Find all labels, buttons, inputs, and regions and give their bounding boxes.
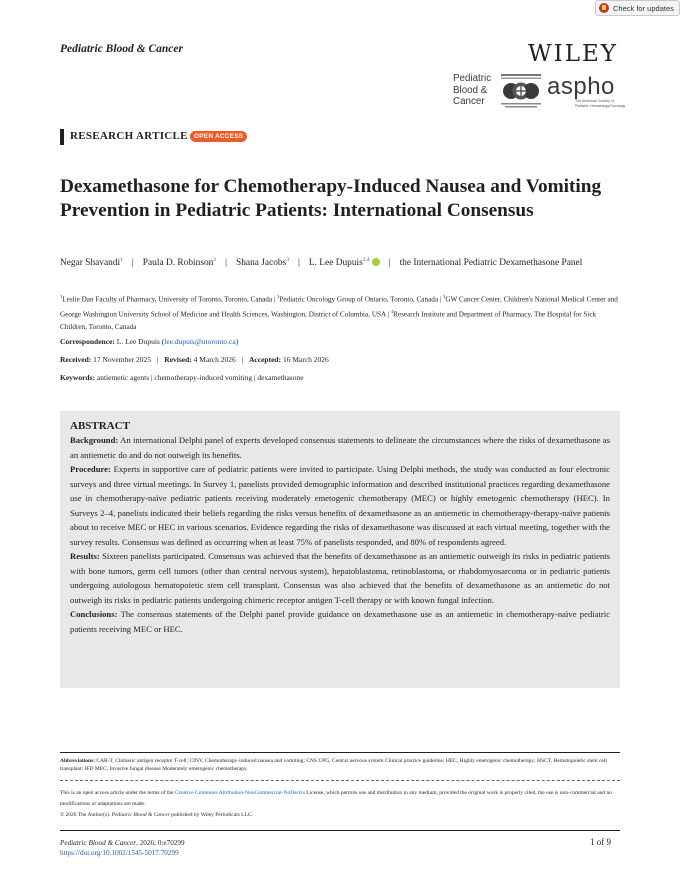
journal-name: Pediatric Blood & Cancer <box>60 43 183 55</box>
article-dates: Received: 17 November 2025 | Revised: 4 March 2026 | Accepted: 16 March 2026 <box>60 355 329 364</box>
pbc-logo-line: Blood & <box>453 84 488 96</box>
abstract-box <box>60 411 620 688</box>
author-name[interactable]: Paula D. Robinson$^2$ <box>142 257 217 269</box>
affiliation: Research Institute and Department of Pharmacy, The Hospital for Sick Children, Toronto, Canada <box>60 310 597 331</box>
author-name[interactable]: Shana Jacobs$^3$ <box>236 257 289 269</box>
abbreviations: Abbreviations: CAR-T, Chimeric antigen receptor T-cell; CINV, Chemotherapy-induced nausea and vomiting; CNS CPG, Central nervous system Clinical practice guideline; HEC, Highly emetogenic chemotherapy; HSCT, Hematopoietic stem cell transplant; IFD MEC, Invasive fungal disease Moderately emetogenic chemotherapy. <box>60 758 607 772</box>
divider <box>60 752 620 753</box>
orcid-icon[interactable] <box>372 258 380 266</box>
author-name[interactable]: L. Lee Dupuis$^{1,4}$ <box>308 257 370 269</box>
citation: Pediatric Blood & Cancer, 2026; 0:e70299 https://doi.org/10.1002/1545-5017.70299 <box>60 839 185 857</box>
divider <box>60 780 620 781</box>
article-type-bar <box>60 129 64 145</box>
check-for-updates-button[interactable] <box>595 0 680 16</box>
doi-link[interactable]: https://doi.org/10.1002/1545-5017.70299 <box>60 848 179 857</box>
affiliations: $^1$Leslie Dan Faculty of Pharmacy, University of Toronto, Toronto, Canada | $^2$Pediatric Oncology Group of Ontario, Toronto, Canada | $^3$GW Cancer Center, Children's National Medical Center and George Washington University School of Medicine and Health Sciences, Washington, District of Columbia, USA | $^4$Research Institute and Department of Pharmacy, The Hospital for Sick Children, Toronto, Canada <box>60 294 618 331</box>
pbc-logo-line: Pediatric <box>453 73 492 84</box>
divider <box>60 830 620 831</box>
aspho-subtitle <box>575 99 625 108</box>
license-note: This is an open access article under the terms of the Creative Commons Attribution-NonCommercial-NoDerivs License, which permits use and distribution in any medium, provided the original work is properly cited, the use is non-commercial and no modifications or adaptations are made. © 2026 The Author(s). Pediatric Blood & Cancer published by Wiley Periodicals LLC. <box>60 790 613 818</box>
abstract-procedure: Procedure: Experts in supportive care of pediatric patients were invited to participate. Using Delphi methods, the study was conducted as four electronic surveys and three virtual meetings. In Survey 1, panelists provided demographic information and described institutional practices regarding dexamethasone use in chemotherapy-naïve pediatric patients receiving moderately emetogenic chemotherapy (MEC) or highly emetogenic chemotherapy (HEC). In Surveys 2–4, panelists indicated their beliefs regarding the risks versus benefits of dexamethasone as an antiemetic in chemotherapy-therapy-naïve patients about to receive MEC or HEC in various scenarios. Evidence regarding the risks of dexamethasone was discussed at each virtual meeting, together with the survey results. Consensus was defined as occurring when at least 75% of panelists responded, and 80% of respondents agreed. <box>70 464 610 547</box>
check-for-updates-label: Check for updates <box>613 3 674 13</box>
author-list: Negar Shavandi$^1$ | Paula D. Robinson$^2$ | Shana Jacobs$^3$ | L. Lee Dupuis$^{1,4}$ | the International Pediatric Dexamethasone Panel <box>60 257 583 269</box>
abstract-results: Results: Sixteen panelists participated. Consensus was achieved that the benefits of dexamethasone as an antiemetic outweigh its risks in pediatric patients with bone tumors, germ cell tumors (other than central nervous system), hepatoblastoma, retinoblastoma, or rhabdomyosarcoma or in pediatric patients undergoing autologous hematopoietic stem cell transplant. Consensus was also achieved that the benefits of dexamethasone as an antiemetic do not outweigh its risks in pediatric patients undergoing chimeric receptor antigen T-cell therapy or with known fungal infection. <box>70 551 610 605</box>
aspho-logo: aspho <box>547 73 615 100</box>
affiliation: Pediatric Oncology Group of Ontario, Toronto, Canada <box>279 295 439 304</box>
affiliation: GW Cancer Center, Children's National Medical Center and George Washington University School of Medicine and Health Sciences, Washington, District of Columbia, USA <box>60 295 618 319</box>
keywords: Keywords: antiemetic agents | chemotherapy-induced vomiting | dexamethasone <box>60 373 304 382</box>
abstract-background: Background: An international Delphi panel of experts developed consensus statements to delineate the circumstances where the risks of dexamethasone as an antiemetic do and do not outweigh its benefits. <box>70 435 610 460</box>
pbc-logo <box>453 73 491 108</box>
author-name[interactable]: Negar Shavandi$^1$ <box>60 257 123 269</box>
author-name[interactable]: the International Pediatric Dexamethasone Panel <box>399 258 583 269</box>
aspho-subtitle-line: The American Society of <box>575 99 614 103</box>
page-number: 1 of 9 <box>590 837 611 847</box>
aspho-subtitle-line: Pediatric Hematology/Oncology <box>575 103 626 108</box>
abstract-heading: ABSTRACT <box>70 420 130 432</box>
open-access-badge: OPEN ACCESS <box>190 131 247 142</box>
wiley-logo: WILEY <box>528 41 618 67</box>
abstract-conclusions: Conclusions: The consensus statements of the Delphi panel provide guidance on dexamethasone use as an antiemetic in chemotherapy-naïve pediatric patients receiving MEC or HEC. <box>70 609 610 634</box>
siop-logo-icon <box>499 73 543 111</box>
article-title: Dexamethasone for Chemotherapy-Induced Nausea and Vomiting Prevention in Pediatric Patients: International Consensus <box>60 176 602 221</box>
license-link[interactable]: Creative Commons Attribution-NonCommercial-NoDerivs <box>175 790 305 796</box>
pbc-logo-line: Cancer <box>453 96 485 107</box>
article-type-label: RESEARCH ARTICLE <box>70 130 188 142</box>
correspondence: Correspondence: L. Lee Dupuis (lee.dupuis@utoronto.ca) <box>60 337 239 346</box>
affiliation: Leslie Dan Faculty of Pharmacy, University of Toronto, Toronto, Canada <box>62 295 273 304</box>
correspondence-email-link[interactable]: lee.dupuis@utoronto.ca <box>164 337 236 346</box>
crossmark-icon <box>599 3 609 13</box>
